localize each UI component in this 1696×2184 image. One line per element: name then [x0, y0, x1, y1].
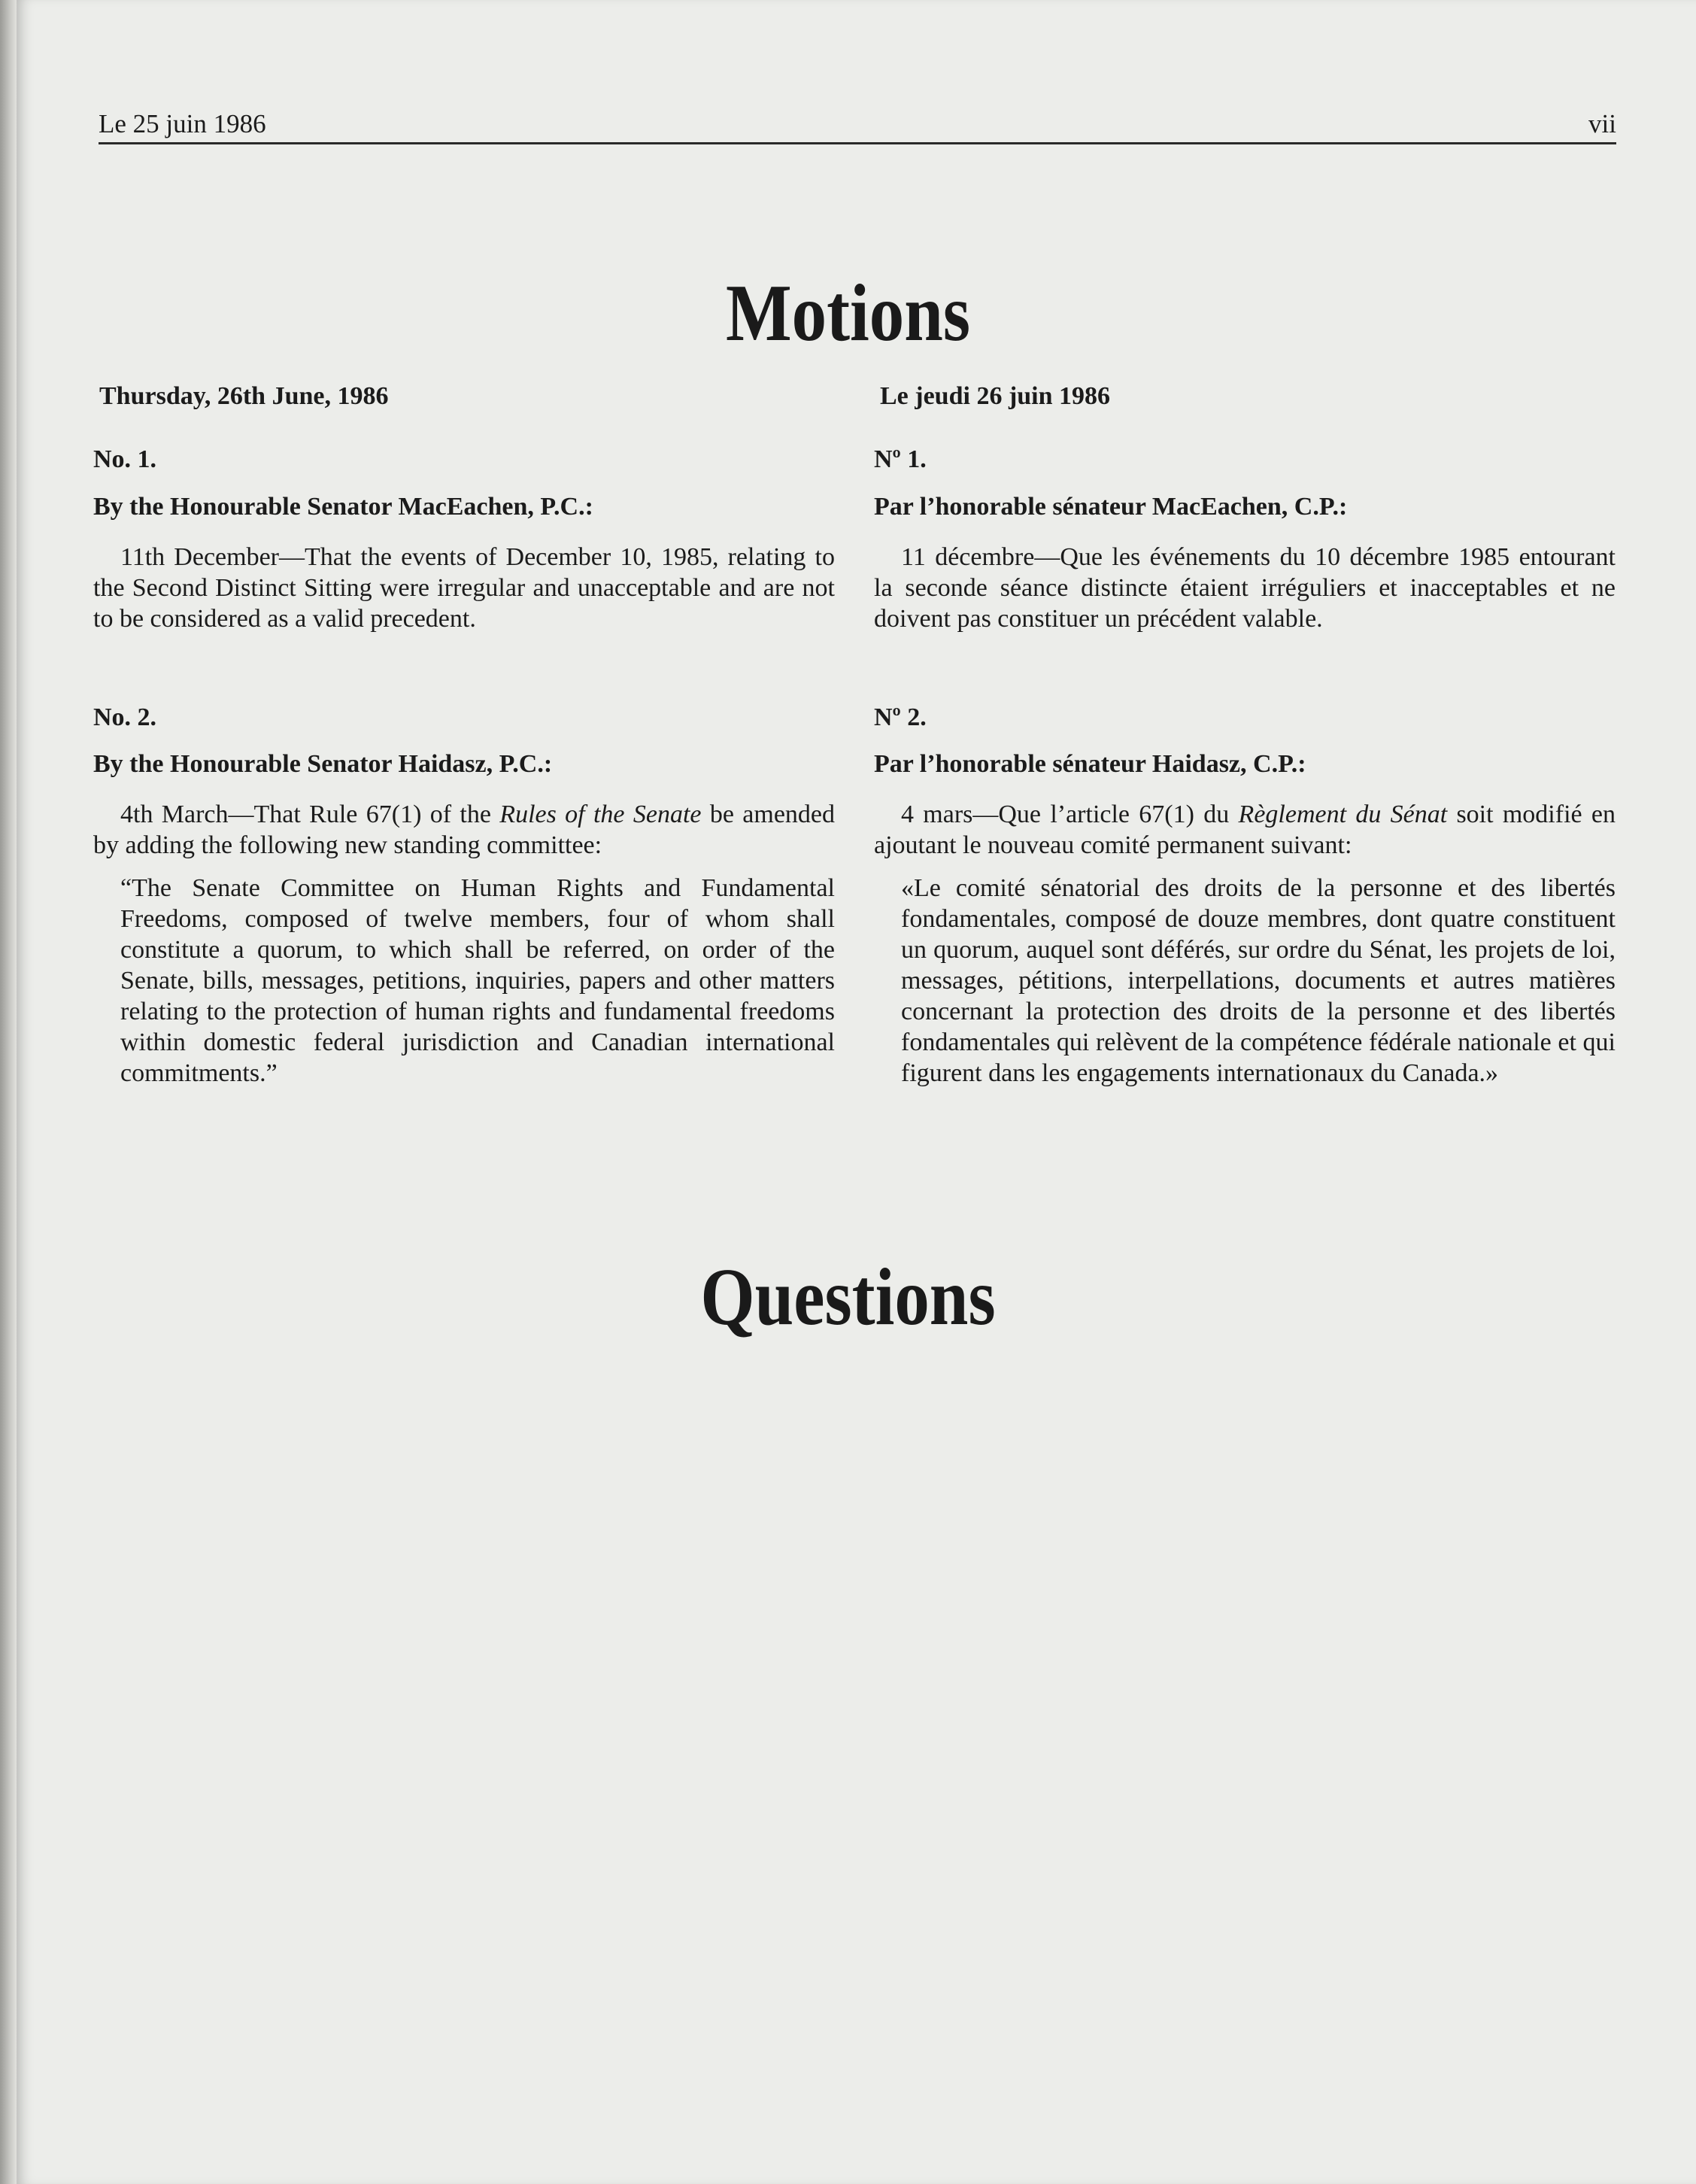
- french-reglement-title: Règlement du Sénat: [1238, 800, 1448, 828]
- english-rules-title: Rules of the Senate: [499, 800, 702, 828]
- french-motion-2-number: Nº 2.: [874, 703, 927, 731]
- english-motion-2-text: 4th March—That Rule 67(1) of the Rules of the Senate be amended by adding the following new standing committee:: [93, 800, 836, 859]
- english-motion-1-text: 11th December—That the events of December 10, 1985, relating to the Second Distinct Sitting were irregular and unacceptable and are not to be considered as a valid precedent.: [93, 543, 835, 633]
- french-motion-2-quote: «Le comité sénatorial des droits de la personne et des libertés fondamentales, composé de douze membres, dont quatre constituent un quorum, auquel sont déférés, sur ordre du Sénat, les projets de loi, messages, pétitions, interpellations, documents et autres matières concernant la protection des droits de la personne et des libertés fondamentales qui relèvent de la compétence fédérale nationale et qui figurent dans les engagements internationaux du Canada.»: [901, 874, 1616, 1087]
- english-motion-1-number: No. 1.: [93, 445, 157, 473]
- french-sitting-date: Le jeudi 26 juin 1986: [880, 382, 1111, 410]
- questions-heading: Questions: [700, 1253, 996, 1342]
- french-motion-1-number: Nº 1.: [874, 445, 927, 473]
- motions-heading: Motions: [725, 269, 971, 358]
- english-motion-1-mover: By the Honourable Senator MacEachen, P.C.:: [93, 493, 593, 521]
- english-motion-2-mover: By the Honourable Senator Haidasz, P.C.:: [93, 750, 553, 778]
- french-motion-1-mover: Par l’honorable sénateur MacEachen, C.P.:: [874, 493, 1348, 521]
- french-motion-2-mover: Par l’honorable sénateur Haidasz, C.P.:: [874, 750, 1306, 778]
- english-motion-2-number: No. 2.: [93, 703, 157, 731]
- running-head: [99, 106, 1616, 144]
- page-binding-edge: [0, 0, 17, 2184]
- french-motion-1-text: 11 décembre—Que les événements du 10 décembre 1985 entourant la seconde séance distincte étaient irréguliers et inacceptables et ne doivent pas constituer un précédent valable.: [874, 543, 1616, 633]
- english-sitting-date: Thursday, 26th June, 1986: [99, 382, 389, 410]
- english-motion-2-quote: “The Senate Committee on Human Rights and Fundamental Freedoms, composed of twelve members, four of whom shall constitute a quorum, to which shall be referred, on order of the Senate, bills, messages, petitions, inquiries, papers and other matters relating to the protection of human rights and fundamental freedoms within domestic federal jurisdiction and Canadian international commitments.”: [120, 874, 835, 1087]
- running-head-date: Le 25 juin 1986: [99, 109, 266, 138]
- page-number: vii: [1588, 109, 1616, 138]
- french-motion-2-text: 4 mars—Que l’article 67(1) du Règlement du Sénat soit modifié en ajoutant le nouveau comité permanent suivant:: [874, 800, 1616, 859]
